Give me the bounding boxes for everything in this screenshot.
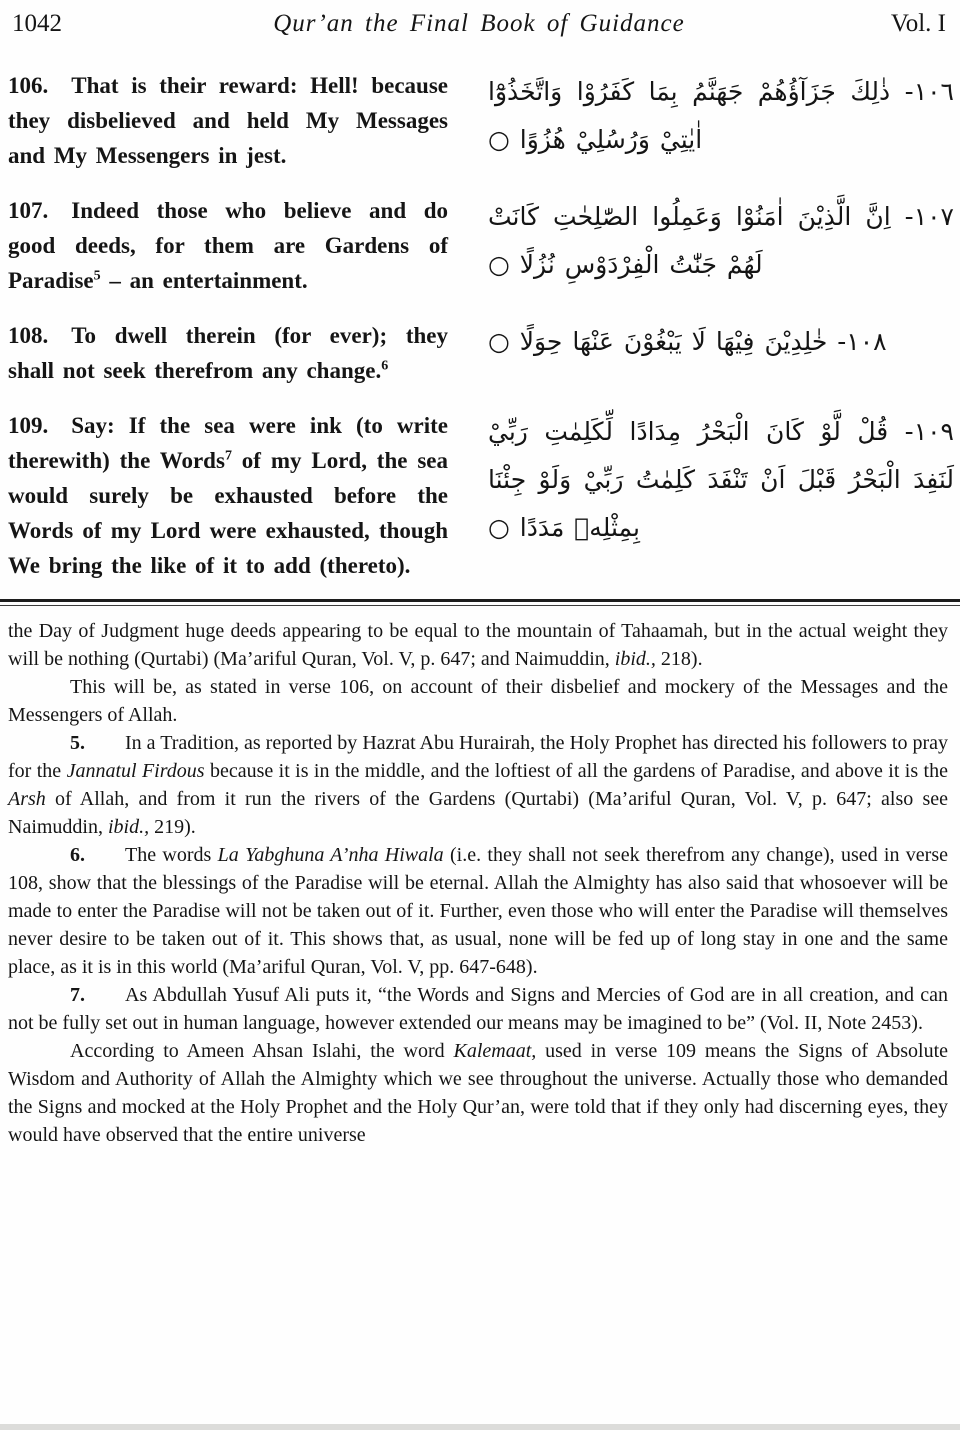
verse-english-107: 107. Indeed those who believe and do good deeds, for them are Gardens of Paradise$^5$ – an entertainment. xyxy=(8,198,448,293)
verse-arabic-108: ١٠٨- خٰلِدِيْنَ فِيْهَا لَا يَبْغُوْنَ عَنْهَا حِوَلًا ○ xyxy=(488,327,887,356)
verse-arabic-106: ١٠٦- ذٰلِكَ جَزَآؤُهُمْ جَهَنَّمُ بِمَا كَفَرُوْا وَاتَّخَذُوْٓا اٰيٰتِيْ وَرُسُلِيْ هُزُوًا ○ xyxy=(488,77,954,154)
footnote-paragraph-5: 7. As Abdullah Yusuf Ali puts it, “the Words and Signs and Mercies of God are in all creation, and can not be fully set out in human language, however extended our means may be imagined to be” (Vol. II, Note 2453). xyxy=(8,984,948,1034)
footnote-paragraph-6: According to Ameen Ahsan Islahi, the word Kalemaat, used in verse 109 means the Signs of Absolute Wisdom and Authority of Allah the Almighty which we see throughout the universe. Actually those who demanded the Signs and mocked at the Holy Prophet and the Holy Qur’an, were told that if they only had discerning eyes, they would have observed that the entire universe xyxy=(8,1040,949,1146)
verse-english-106: 106. That is their reward: Hell! because they disbelieved and held My Messages and My Messengers in jest. xyxy=(8,73,448,168)
page-number: 1042 xyxy=(12,10,62,37)
verse-english-109: 109. Say: If the sea were ink (to write therewith) the Words$^7$ of my Lord, the sea would surely be exhausted before the Words of my Lord were exhausted, though We bring the like of it to add (thereto). xyxy=(8,413,448,578)
verses-section xyxy=(8,68,954,583)
verse-arabic-109: ١٠٩- قُلْ لَّوْ كَانَ الْبَحْرُ مِدَادًا لِّكَلِمٰتِ رَبِّيْ لَنَفِدَ الْبَحْرُ قَبْلَ اَنْ تَنْفَدَ كَلِمٰتُ رَبِّيْ وَلَوْ جِئْنَا بِمِثْلِهٖ مَدَدًا ○ xyxy=(488,417,954,542)
footnotes-section xyxy=(0,606,960,1149)
verse-108-footnote-ref: 6 xyxy=(381,358,389,374)
verse-row-109 xyxy=(8,408,954,583)
page-title: Qur’an the Final Book of Guidance xyxy=(273,10,685,37)
section-divider xyxy=(0,599,960,606)
verse-arabic-107: ١٠٧- اِنَّ الَّذِيْنَ اٰمَنُوْا وَعَمِلُوا الصّٰلِحٰتِ كَانَتْ لَهُمْ جَنّٰتُ الْفِرْدَوْسِ نُزُلًا ○ xyxy=(488,202,954,279)
page-header xyxy=(0,0,960,38)
verse-row-106 xyxy=(8,68,954,173)
verse-row-108 xyxy=(8,318,954,388)
footnote-paragraph-2: This will be, as stated in verse 106, on account of their disbelief and mockery of the Messages and the Messengers of Allah. xyxy=(8,676,948,726)
footnote-paragraph-1: the Day of Judgment huge deeds appearing to be equal to the mountain of Tahaamah, but in the actual weight they will be nothing (Qurtabi) (Ma’ariful Quran, Vol. V, p. 647; and Naimuddin, ibid., 218). xyxy=(8,620,948,670)
verse-107-footnote-ref: 5 xyxy=(93,268,101,284)
scan-edge xyxy=(0,1424,960,1430)
footnote-paragraph-3: 5. In a Tradition, as reported by Hazrat Abu Hurairah, the Holy Prophet has directed his followers to pray for the Jannatul Firdous because it is in the middle, and the loftiest of all the gardens of Paradise, and above it is the Arsh of Allah, and from it run the rivers of the Gardens (Qurtabi) (Ma’ariful Quran, Vol. V, p. 647; also see Naimuddin, ibid., 219). xyxy=(8,732,948,838)
verse-109-footnote-ref: 7 xyxy=(224,448,232,464)
footnote-paragraph-4: 6. The words La Yabghuna A’nha Hiwala (i.e. they shall not seek therefrom any change), used in verse 108, show that the blessings of the Paradise will be eternal. Allah the Almighty has also said that whosoever will be made to enter the Paradise will not be taken out of it. Further, even those who will enter the Paradise will themselves never desire to be taken out of it. This shows that, as usual, none will be fed up of long stay in one and the same place, as it is in this world (Ma’ariful Quran, Vol. V, pp. 647-648). xyxy=(8,844,948,978)
verse-row-107 xyxy=(8,193,954,298)
volume-label: Vol. I xyxy=(890,10,946,37)
verse-english-108: 108. To dwell therein (for ever); they shall not seek therefrom any change.$^6$ xyxy=(8,323,448,383)
